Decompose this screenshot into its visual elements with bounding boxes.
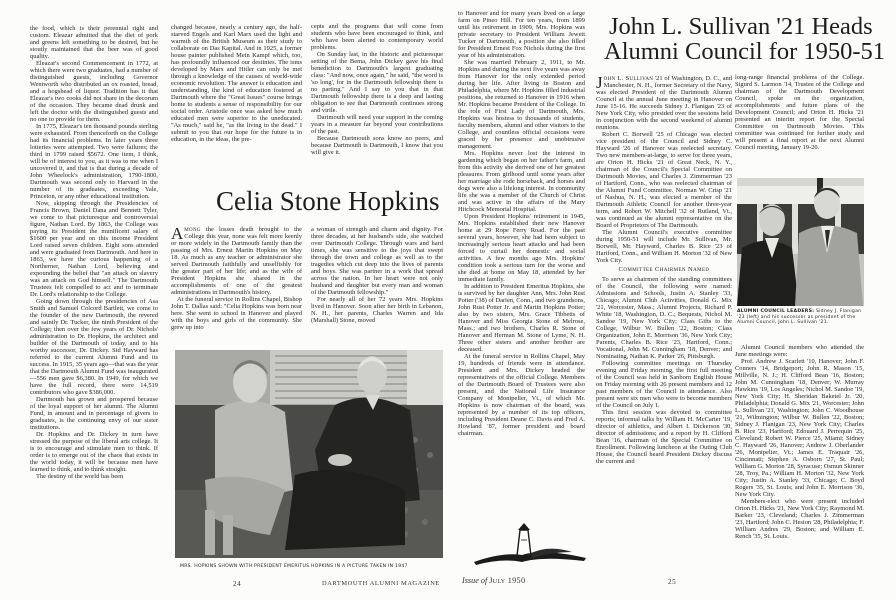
paragraph: long-range financial problems of the College. Sigurd S. Larmon '14, Trustee of the College and chairman of the Dartmouth Development Council, spoke on the organization, accomplishments and future plans of the Development Council; and Orton H. Hicks '21 presented an interim report for the Special Committee on Dartmouth Movies. This committee was continued for further study and will present a final report at the next Alumni Council meeting, January 19-20. — [735, 74, 864, 151]
lead-text: the losses death brought to the College this year, none was felt more keenly or more widely in the Dartmouth family than the passing of Mrs. Ernest Martin Hopkins on May 18. As much as any teacher or administrator she served Dartmouth faithfully and unselfishly for the greater part of her life; and as the wife of President Hopkins she shared in the accomplishments of one of the greatest administrations in Dartmouth's history. — [171, 226, 302, 296]
lead-words: mong — [184, 226, 201, 233]
paragraph: To serve as chairmen of the standing committees of the Council, the following were named: Admissions and Schools, Justin A. Stanley '33, Chicago; Alumni Club Activities, Donald G. Mix '21, Worcester, Mass.; Alumni Projects, Richard P. White '18, Washington, D. C.; Bequests, Nichol M. Sandoe '19, New York City; Class Gifts to the College, Wilbur W. Bullen '22, Boston; Class Organization, John E. Morrison '36, New York City; Parents, Charles B. Rice '23, Hartford, Conn.; Vocational, John M. Cunningham '18, Denver; and Nominating, Nathan K. Parker '26, Pittsburgh. — [596, 276, 732, 360]
paragraph: Going down through the presidencies of Asa Smith and Samuel Colcord Bartlett, we come to the founder of the new Dartmouth, the revered and saintly Dr. Tucker, the ninth President of the College; then over the few years of Dr. Nichols' administration to Dr. Hopkins, the architect and builder of the Dartmouth of today, and to his worthy successor, Dr. Dickey. Sid Hayward has referred to the current Alumni Fund and its success. In 1915, 35 years ago—that was the year that the Dartmouth Alumni Fund was inaugurated—556 men gave $6,380. In 1949, for which we have the full record, there were 14,519 contributors who gave $386,000. — [30, 298, 158, 396]
article-title-celia: Celia Stone Hopkins — [216, 186, 440, 216]
paragraph: to Hanover and for many years lived on a large farm on Pineo Hill. For ten years, from 1899 until his retirement in 1909, Mrs. Hopkins was private secretary to President William Jewett Tucker of Dartmouth, a position she also filled for President Ernest Fox Nichols during the first year of his administration. — [458, 10, 585, 59]
paragraph: the food, which is their perennial right and custom. Eleazar admitted that the diet of pork and greens left something to be desired, but he stoutly maintained that the beer was of good quality. — [30, 25, 158, 60]
section-subheading: Committee Chairmen Named — [618, 266, 710, 273]
paragraph: Dartmouth will need your support in the coming years in a measure far beyond your contributions of the past. — [311, 114, 443, 135]
issue-date: July 1950 — [489, 576, 526, 585]
lighthouse-illustration — [472, 522, 588, 568]
sullivan-column-1-body — [596, 131, 732, 264]
paragraph: At the funeral service in Rollins Chapel, May 19, hundreds of friends were in attendance. President and Mrs. Dickey headed the representatives of the official College. Members of the Dartmouth Board of Trustees were also present, and the National Life Insurance Company of Montpelier, Vt., of which Mr. Hopkins is now chairman of the board, was represented by a number of its top officers, including President Deane C. Davis and Fred A. Howland '87, former president and board chairman. — [458, 353, 585, 437]
drop-cap: J — [596, 75, 603, 92]
paragraph: Members-elect who were present included Orton H. Hicks '21, New York City; Raymond M. Barker '23, Cleveland; Charles J. Zimmerman '23, Hartford; John C. Heston '28, Philadelphia; F. William Andres '29, Boston; and William E. Rench '35, St. Louis. — [735, 498, 864, 540]
council-leaders-image — [737, 178, 864, 306]
paragraph: Robert C. Borwell '25 of Chicago was elected vice president of the Council and Sidney C. Hayward '26 of Hanover was reelected secretary. Two new members-at-large, to serve for three years, are Orton H. Hicks '21 of Great Neck, N. Y., chairman of the Council's Special Committee on Dartmouth Movies, and Charles J. Zimmerman '23 of Hartford, Conn., who was reelected chairman of the Alumni Fund Committee. Norman W. Crisp '21 of Nashua, N. H., was elected a member of the Dartmouth Athletic Council for another three-year term, and Robert W. Mitchell '32 of Rutland, Vt., was continued as the alumni representative on the Board of Proprietors of The Dartmouth. — [596, 131, 732, 229]
lighthouse-icon — [472, 522, 588, 568]
paragraph: Mrs. Hopkins never lost the interest in gardening which began on her father's farm, and from this activity she derived one of her greatest pleasures. From girlhood until some years after her marriage she rode horseback, and horses and dogs were also a lifelong interest. In community life she was a member of the Church of Christ and was active in the affairs of the Mary Hitchcock Memorial Hospital. — [458, 150, 585, 213]
page-number-left: 24 — [233, 580, 242, 588]
paragraph: Prof. Andrew J. Scarlett '10, Hanover; John F. Conners '14, Bridgeport; John R. Mason '15, Millville, N. J.; H. Clifford Bean '16, Boston; John M. Cunningham '18, Denver; W. Murray Hawkins '19, Los Angeles; Nichol M. Sandoe '19, New York City; H. Sheridan Baketel Jr. '20, Philadelphia; Donald G. Mix '21, Worcester; John L. Sullivan '21, Washington; John C. Woodhouse '21, Wilmington; Wilbur W. Bullen '22, Boston; Sidney J. Flanigan '23, New York City; Charles B. Rice '23, Hartford; Edouard J. Perrequin '25, Cleveland; Robert W. Pierce '25, Miami; Sidney C. Hayward '26, Hanover; Andrew J. Oberlander '26, Montpelier, Vt.; James E. Traquair '26, Cincinnati; Stephen A. Osborn '27, St. Paul; William G. Morton '28, Syracuse; Osmun Skinner '28, Troy, Pa.; William H. Morton '32, New York City; Justin A. Stanley '33, Chicago; C. Boyd Rogers '35, St. Louis; and John E. Morrison '36, New York City. — [735, 358, 864, 498]
sullivan-column-2-members — [735, 344, 864, 562]
page-number-right: 25 — [668, 578, 677, 586]
paragraph: a woman of strength and charm and dignity. For three decades, at her husband's side, she watched over Dartmouth College. Through wars and hard times, she was sensitive to the joys that swept through the town and college as well as to the tragedies which cut deep into the lives of parents and boys. She was partner in a work that spread across the nation. In her heart were not only husband and daughter but every man and woman of the Dartmouth fellowship." — [311, 226, 443, 296]
celia-column-2 — [171, 226, 302, 344]
issue-line — [462, 576, 525, 585]
sullivan-column-1 — [596, 75, 732, 567]
paragraph: Dartmouth has grown and prospered because of the loyal support of her alumni. The Alumni Fund, in amount and in percentage of givers to graduates, is the continuing envy of our sister institutions. — [30, 396, 158, 431]
celia-column-2-body — [171, 296, 302, 331]
paragraph: At the funeral service in Rollins Chapel, Bishop John T. Dallas said: "Celia Hopkins was born near here. She went to school in Hanover and played with the boys and girls of the community. She grew up into — [171, 296, 302, 331]
speech-column-3 — [311, 23, 443, 179]
caption-text: Sidney J. Flanigan '23 (left) and his successor as president of the Alumni Council, John L. Sullivan '21. — [737, 309, 862, 326]
paragraph: Eleazar's second Commencement in 1772, at which there were two graduates, had a number of distinguished guests, including Governor Wentworth who distributed an ox roasted, bread, and a hogshead of liquor. Tradition has it that Eleazar's two cooks did not share in the decorum of the occasion. They became dead drunk and left the doctor with the distinguished guests and no one to provide for them. — [30, 60, 158, 123]
speech-column-1 — [30, 25, 158, 591]
hopkins-photo — [175, 350, 443, 558]
paragraph: Dr. Hopkins and Dr. Dickey in turn have stressed the purpose of the liberal arts college. It is to encourage and stimulate men to think. If order is to emerge out of the chaos that exists in the world today, it will be because men have learned to think, and to think straight. — [30, 431, 158, 473]
caption-bold: ALUMNI COUNCIL LEADERS: — [737, 309, 815, 314]
hopkins-photo-caption: MRS. HOPKINS SHOWN WITH PRESIDENT EMERITUS HOPKINS IN A PICTURE TAKEN IN 1947 — [180, 564, 408, 569]
article-title-line-2: Alumni Council for 1950-51 — [604, 38, 886, 65]
paragraph: Alumni Council members who attended the June meetings were: — [735, 344, 864, 358]
paragraph: Now, skipping through the Presidencies of Francis Brown, Daniel Dana and Bennett Tyler, we come to that picturesque and controversial figure, Nathan Lord. By 1863, the College was paying its President the munificent salary of $1600 per year and on this income President Lord raised seven children. Eight sons attended and were graduated from Dartmouth. And here in 1863, we have the curious happening of a Northerner, Nathan Lord, believing and expounding the belief that "an attack on slavery was an attack on God himself." The Dartmouth Trustees felt compelled to act and to terminate Dr. Lord's relationship to the College. — [30, 200, 158, 298]
article-title-line-1: John L. Sullivan '21 Heads — [609, 13, 873, 40]
celia-column-4 — [458, 10, 585, 510]
issue-prefix: Issue of — [462, 576, 488, 585]
celia-lead-paragraph — [171, 226, 302, 296]
paragraph: cepts and the programs that will come from students who have been encouraged to think, and who have been alerted to contemporary world problems. — [311, 23, 443, 51]
paragraph: changed because, nearly a century ago, the half-starved Engels and Karl Marx used the light and warmth of the British Museum as their study to collaborate on Das Kapital. And in 1925, a former house painter published Mein Kampf which, too, has profoundly influenced our destinies. The isms developed by Marx and Hitler can only be met through a knowledge of the causes of world-wide economic revolution. The answer is education and understanding, the kind of education fostered at Dartmouth where the "Great Issues" course brings home to students a sense of responsibility for our social order. Aristotle once was asked how much educated men were superior to the uneducated. "As much," said he, "as the living to the dead." I submit to you that our hope for the future is in education, in the ideas, the pre- — [171, 24, 302, 143]
committee-section-body — [596, 276, 732, 465]
celia-column-3 — [311, 226, 443, 344]
sullivan-lead-paragraph — [596, 75, 732, 131]
paragraph: Upon President Hopkins' retirement in 1945, Mrs. Hopkins established their new Hanover home at 29 Rope Ferry Road. For the past several years, however, she had been subject to increasingly serious heart attacks and had been forced to curtail her domestic and social activities. A few months ago Mrs. Hopkins' condition took a serious turn for the worse and she died at home on May 18, attended by her immediate family. — [458, 213, 585, 283]
paragraph: On Sunday last, in the historic and picturesque setting of the Bema, John Dickey gave his final benediction to Dartmouth's largest graduating class: "And now, once again," he said, "the word is 'so long', for in the Dartmouth fellowship there is no parting." And I say to you that in that Dartmouth fellowship there is a deep and lasting obligation to see that Dartmouth continues strong and virile. — [311, 51, 443, 114]
paragraph: Following committee meetings on Thursday evening and Friday morning, the first full meeting of the Council was held in Sanborn English House on Friday morning with 26 present members and 12 past members of the Council in attendance. Also present were six men who were to become members of the Council on July 1. — [596, 360, 732, 409]
paragraph: The Alumni Council's executive committee during 1950-51 will include Mr. Sullivan, Mr. Borwell, Mr. Hayward, Charles B. Rice '23 of Hartford, Conn., and William H. Morton '32 of New York City. — [596, 229, 732, 264]
lead-text: '21 of Washington, D. C., and Manchester, N. H., former Secretary of the Navy, was elected President of the Dartmouth Alumni Council at the annual June meeting in Hanover on June 15-16. He succeeds Sidney J. Flanigan '23 of New York City, who presided over the sessions held in conjunction with the second weekend of alumni reunions. — [596, 75, 732, 131]
sullivan-column-2-top — [735, 74, 864, 164]
council-leaders-photo — [737, 178, 864, 306]
paragraph: This first session was devoted to committee reports; informal talks by William H. McCarter '19, director of athletics, and Albert I. Dickerson '30, director of admissions; and a report by H. Clifford Bean '16, chairman of the Special Committee on Enrollment. Following luncheon at the Outing Club House, the Council heard President Dickey discuss the current and — [596, 409, 732, 465]
paragraph: In 1775, Eleazar's ten thousand pounds sterling were exhausted. From thenceforth on the College had its financial problems. In later years three lotteries were attempted. Two were failures; the third in 1799 raised $5672. One item, I think, will be of interest to you, as it was to me when I uncovered it, and that is that during a decade of John Wheelock's administration, 1790-1800, Dartmouth was second only to Harvard in the number of its graduates, exceeding Yale, Princeton, or any other educational institution. — [30, 123, 158, 200]
running-footer: DARTMOUTH ALUMNI MAGAZINE — [322, 580, 440, 587]
lead-words: ohn L. Sullivan — [603, 75, 654, 82]
speech-column-2 — [171, 24, 302, 180]
paragraph: Because Dartmouth sons know no peers, and because Dartmouth is Dartmouth, I know that you will give it. — [311, 135, 443, 156]
council-leaders-caption — [737, 309, 866, 326]
paragraph: She was married February 2, 1911, to Mr. Hopkins and during the next five years was away from Hanover for the only extended period during her life. After living in Boston and Philadelphia, where Mr. Hopkins filled industrial positions, she returned to Hanover in 1916 when Mr. Hopkins became President of the College. In the role of First Lady of Dartmouth, Mrs. Hopkins was hostess to thousands of students, faculty members, alumni and other visitors to the College, and countless official occasions were graced by her presence and unobtrusive management. — [458, 59, 585, 150]
drop-cap: A — [171, 226, 184, 243]
paragraph: The destiny of the world has been — [36, 473, 124, 480]
paragraph: For nearly all of her 72 years Mrs. Hopkins lived in Hanover. Soon after her birth in Lebanon, N. H., her parents, Charles Warren and Ida (Marshall) Stone, moved — [311, 296, 443, 324]
hopkins-couple-image — [175, 350, 443, 558]
paragraph: In addition to President Emeritus Hopkins, she is survived by her daughter Ann, Mrs. John Rust Potter ('38) of Darien, Conn., and two grandsons, John Rust Potter Jr. and Martin Hopkins Potter; also by two sisters, Mrs. Grace Tibbetts of Hanover and Miss Georgia Stone of Melrose, Mass.; and two brothers, Charles R. Stone of Hanover and Herman M. Stone of Lyme, N. H. Three other sisters and another brother are deceased. — [458, 283, 585, 353]
